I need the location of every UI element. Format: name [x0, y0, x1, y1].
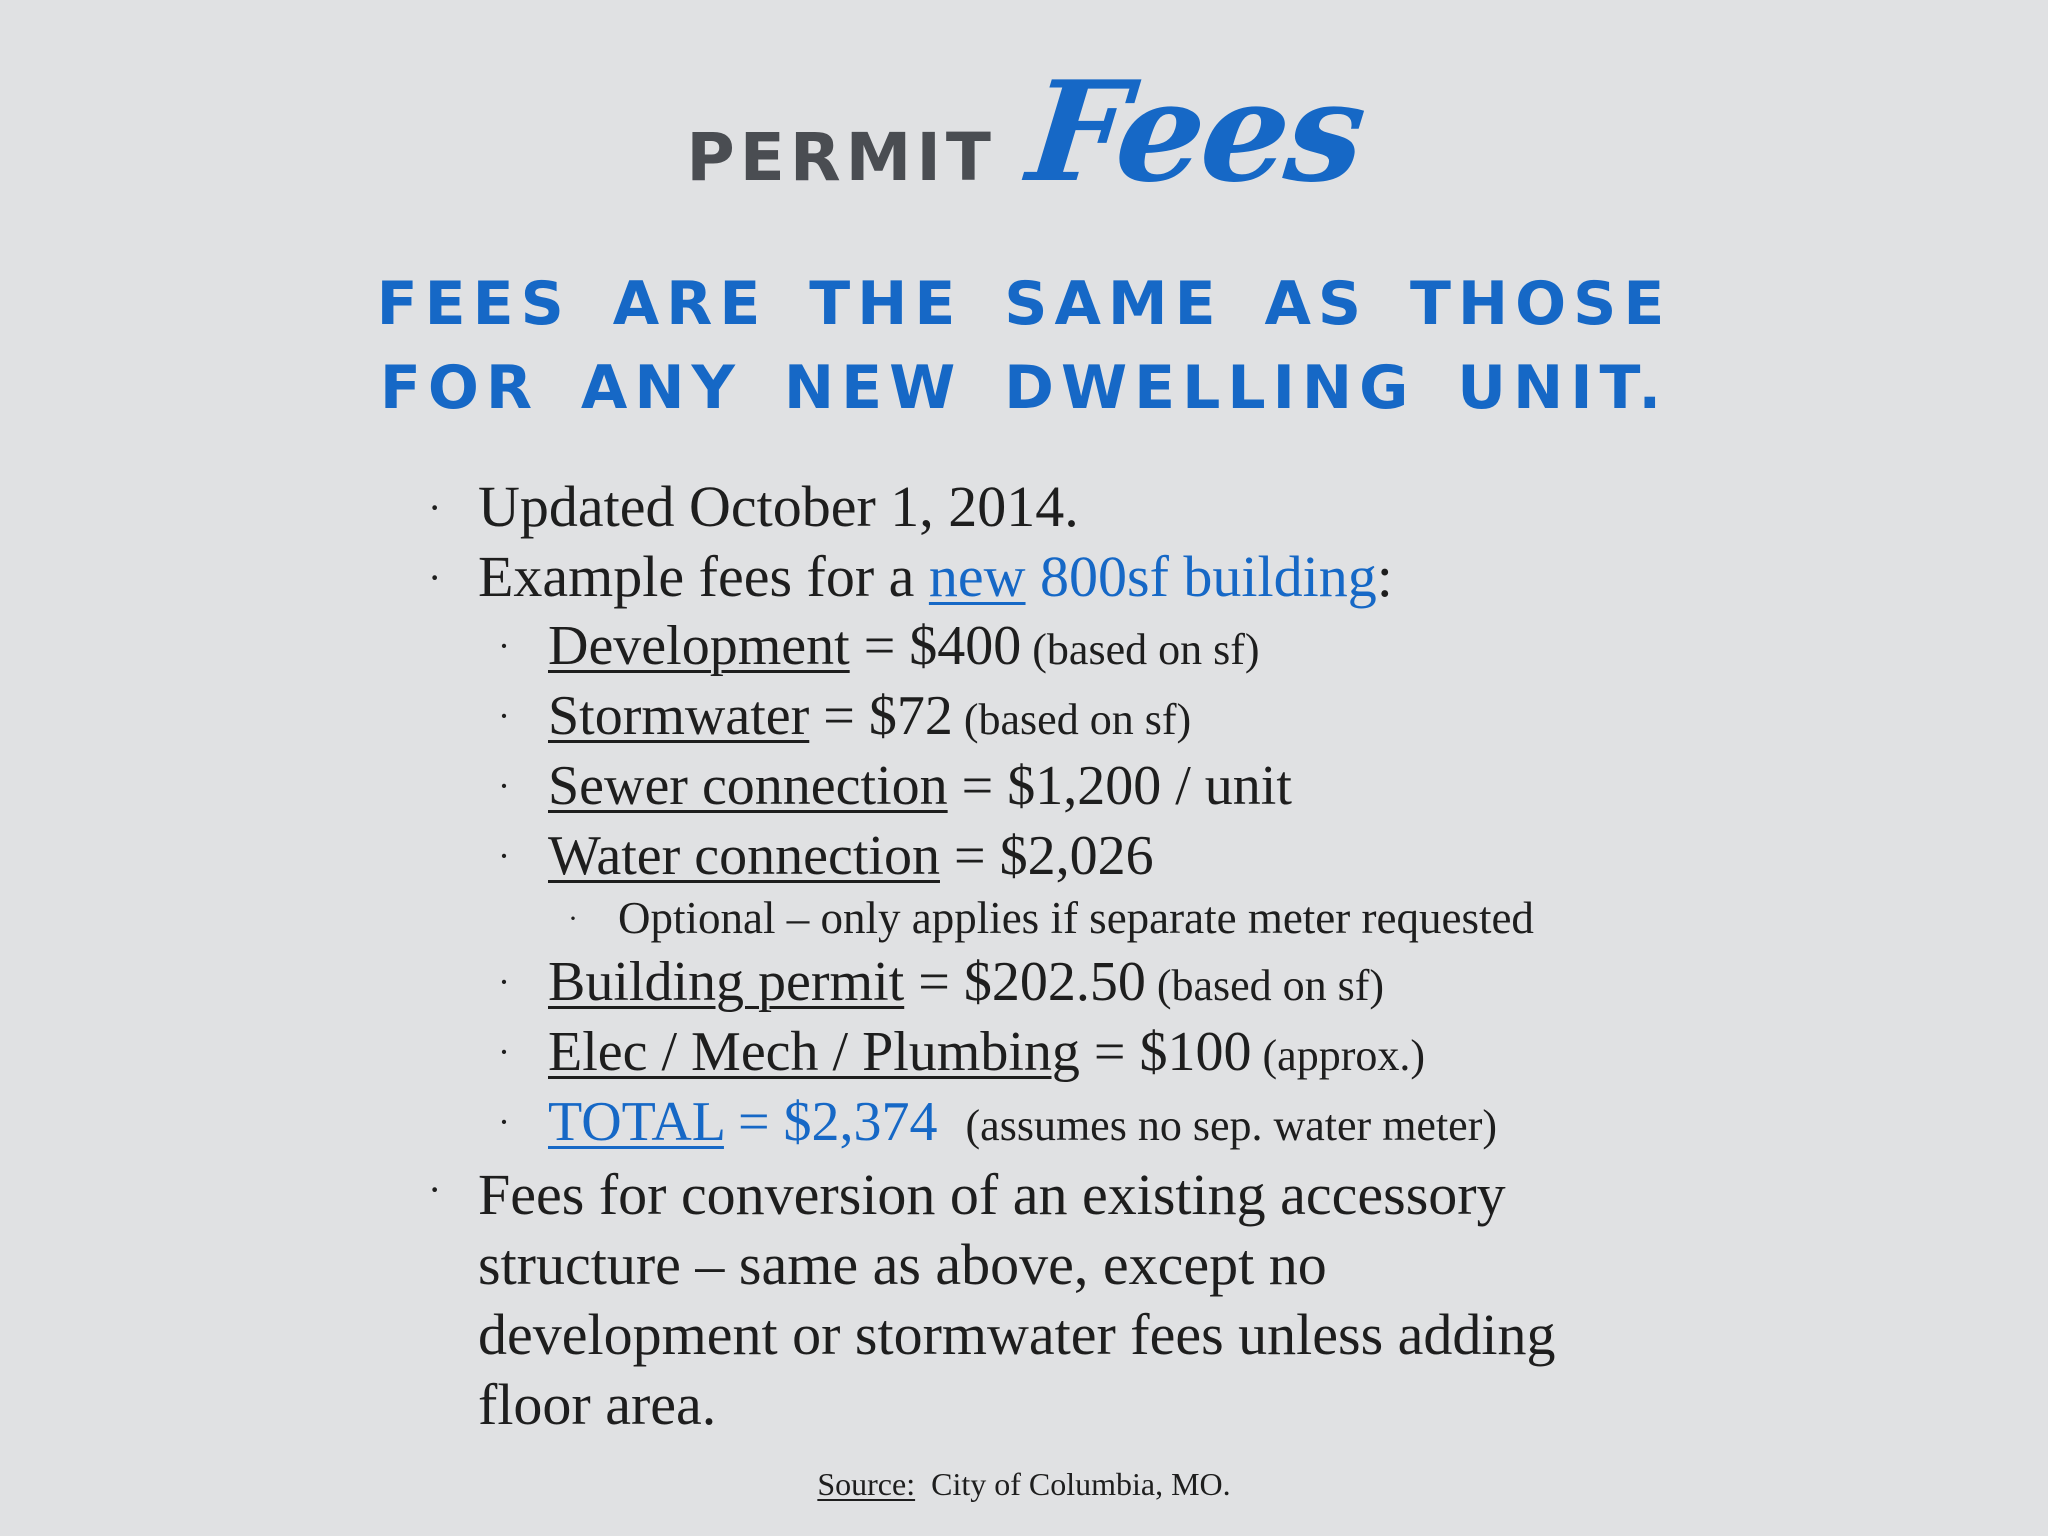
- total-label: TOTAL: [548, 1091, 724, 1153]
- fee-amount: $2,026: [999, 825, 1154, 887]
- fee-amount: $202.50: [963, 951, 1146, 1013]
- link-800sf-building[interactable]: 800sf building: [1025, 544, 1377, 609]
- fee-eq: =: [849, 615, 910, 677]
- source-text: City of Columbia, MO.: [931, 1466, 1231, 1502]
- conversion-line-2: structure – same as above, except no: [478, 1232, 1327, 1297]
- bullet-icon: ·: [498, 836, 510, 876]
- water-optional-text: Optional – only applies if separate meter requested: [618, 893, 1534, 943]
- bullet-icon: ·: [498, 1102, 510, 1142]
- fee-label: Development: [548, 615, 850, 677]
- bullet-icon: ·: [428, 1167, 442, 1212]
- fee-item-building-permit: [498, 951, 1385, 1013]
- link-new[interactable]: new: [928, 544, 1026, 609]
- total-amount: $2,374: [783, 1091, 938, 1153]
- fee-note: (based on sf): [1021, 625, 1260, 674]
- fee-eq: =: [809, 685, 869, 747]
- example-suffix: :: [1376, 544, 1393, 609]
- fee-item-development: [498, 615, 1260, 677]
- bullet-icon: ·: [428, 555, 442, 600]
- total-eq: =: [723, 1091, 784, 1153]
- example-prefix: Example fees for a: [478, 544, 929, 609]
- conversion-line-4: floor area.: [478, 1372, 717, 1437]
- bullet-icon: ·: [498, 696, 510, 736]
- source-label: Source:: [817, 1466, 916, 1502]
- title-permit: PERMIT: [686, 119, 996, 196]
- fee-amount: $72: [868, 685, 953, 747]
- fee-amount: $1,200 / unit: [1007, 755, 1292, 817]
- bullet-icon: ·: [498, 626, 510, 666]
- conversion-line-1: Fees for conversion of an existing accessory: [478, 1162, 1506, 1227]
- bullet-icon: ·: [428, 485, 442, 530]
- title-fees: Fees: [1021, 50, 1371, 213]
- list-item-conversion: [428, 1160, 1556, 1440]
- bullet-icon: ·: [498, 766, 510, 806]
- fee-label: Stormwater: [548, 685, 810, 747]
- total-note: (assumes no sep. water meter): [965, 1101, 1498, 1150]
- fee-item-total: [498, 1091, 1498, 1153]
- bullet-icon: ·: [498, 1032, 510, 1072]
- fee-eq: =: [904, 951, 964, 1013]
- bullet-icon: ·: [568, 902, 578, 935]
- source-citation: [0, 1466, 2048, 1503]
- fee-note: (approx.): [1251, 1031, 1426, 1080]
- bullet-icon: ·: [498, 962, 510, 1002]
- fee-item-water: [498, 825, 1154, 887]
- fee-eq: =: [939, 825, 1000, 887]
- fee-label: Sewer connection: [548, 755, 948, 817]
- fee-note: (based on sf): [1145, 961, 1385, 1010]
- fee-note: (based on sf): [952, 695, 1192, 744]
- subtitle-line-2: FOR ANY NEW DWELLING UNIT.: [379, 353, 1669, 423]
- fee-item-sewer: [498, 755, 1292, 817]
- fee-subitem-water-optional: [568, 893, 1534, 943]
- fee-amount: $400: [909, 615, 1022, 677]
- list-item-updated: [428, 474, 1079, 539]
- fee-label: Water connection: [548, 825, 940, 887]
- fee-label: Elec / Mech / Plumbing: [548, 1021, 1080, 1083]
- fee-amount: $100: [1139, 1021, 1252, 1083]
- fee-item-elec-mech-plumbing: [498, 1021, 1426, 1083]
- fee-eq: =: [947, 755, 1008, 817]
- conversion-line-3: development or stormwater fees unless adding: [478, 1302, 1556, 1367]
- fee-item-stormwater: [498, 685, 1192, 747]
- fee-eq: =: [1079, 1021, 1140, 1083]
- updated-text: Updated October 1, 2014.: [478, 474, 1079, 539]
- subtitle-line-1: FEES ARE THE SAME AS THOSE: [376, 269, 1672, 339]
- fee-label: Building permit: [548, 951, 905, 1013]
- list-item-example: [428, 544, 1393, 609]
